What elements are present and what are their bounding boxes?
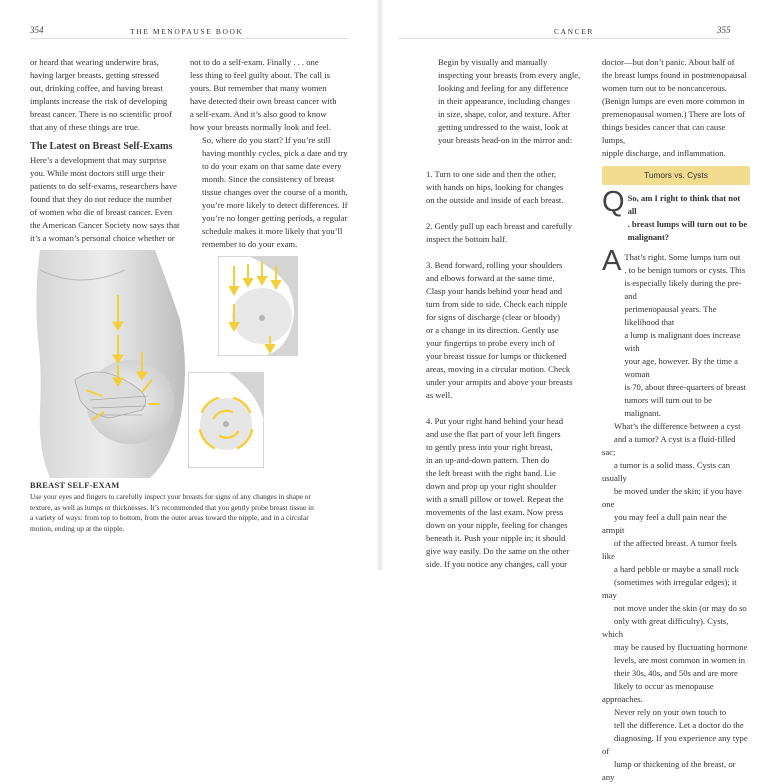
text-line: side. If you notice any changes, call your [426, 559, 568, 569]
text-line: Never rely on your own touch to [614, 707, 727, 717]
step-2 [426, 220, 594, 246]
text-line: things besides cancer that can cause lumps, [602, 122, 726, 145]
question-letter: Q [602, 186, 625, 218]
step-3 [426, 259, 594, 402]
text-line: Begin by visually and manually [438, 57, 548, 67]
text-line: looking and feeling for any difference [438, 83, 569, 93]
step-1 [426, 168, 594, 207]
text-line: you’re more likely to detect differences. If [202, 200, 348, 210]
circular-pattern-illustration [188, 372, 264, 468]
text-line: how your breasts normally look and feel. [190, 122, 332, 132]
question-block [602, 186, 750, 244]
text-line: down on your nipple, feeling for changes [426, 520, 568, 530]
text-line: a self-exam. And it’s also good to know [190, 109, 327, 119]
text-line: month. Since the consistency of breast [202, 174, 335, 184]
text-line: remember to do your exam. [202, 239, 298, 249]
text-line: or heard that wearing underwire bras, [30, 57, 159, 67]
text-line: to do your exam on that same date every [202, 161, 342, 171]
text-line: Clasp your hands behind your head and [426, 286, 563, 296]
text-line: in their appearance, including changes [438, 96, 570, 106]
text-line: your fingertips to probe every inch of [426, 338, 555, 348]
text-line: your age, however. By the time a woman [624, 356, 738, 379]
text-line: perimenopausal years. The likelihood that [624, 304, 717, 327]
text-line: and elbows forward at the same time. [426, 273, 555, 283]
text-line: out, drinking coffee, and having breast [30, 83, 163, 93]
text-line: premenopausal women.) There are lots of [602, 109, 746, 119]
text-line: a tumor is a solid mass. Cysts can usually [602, 460, 731, 483]
text-line: having larger breasts, getting stressed [30, 70, 159, 80]
paragraph [602, 706, 750, 784]
text-line: areas, moving in a circular motion. Check [426, 364, 571, 374]
text-line: you. While most doctors still urge their [30, 168, 165, 178]
text-line: implants increase the risk of developing [30, 96, 168, 106]
text-line: less thing to feel guilty about. The call is [190, 70, 330, 80]
text-line: motion, ending up at the nipple. [30, 523, 125, 533]
text-line: (sometimes with irregular edges); it may [602, 577, 737, 600]
text-line: breast cancer. There is no scientific proof [30, 109, 172, 119]
text-line: your breast tissue for lumps or thickened [426, 351, 567, 361]
text-line: be moved under the skin; if you have one [602, 486, 742, 509]
vertical-pattern-illustration [218, 256, 298, 356]
page-number-left: 354 [30, 25, 44, 35]
text-line: with a small pillow or towel. Repeat the [426, 494, 564, 504]
text-line: tell the difference. Let a doctor do the [614, 720, 744, 730]
text-line: yours. But remember that many women [190, 83, 327, 93]
text-line: to gently press into your right breast, [426, 442, 553, 452]
text-line: down and prop up your right shoulder [426, 481, 557, 491]
text-line: their 30s, 40s, and 50s and are more [614, 668, 738, 678]
text-line: inspect the bottom half. [426, 234, 508, 244]
text-line: or a change in its direction. Gently use [426, 325, 559, 335]
text-line: beneath it. Push your nipple in; it should [426, 533, 566, 543]
text-line: likely to occur as menopause approaches. [602, 681, 714, 704]
text-line: nipple discharge, and inflammation. [602, 148, 726, 158]
text-line: patients to do self-exams, researchers have [30, 181, 177, 191]
figure-title: BREAST SELF-EXAM [30, 481, 120, 490]
caption-text [30, 492, 348, 534]
text-line: not to do a self-exam. Finally . . . one [190, 57, 319, 67]
text-line: with hands on hips, looking for changes [426, 182, 564, 192]
running-head-left: THE MENOPAUSE BOOK [130, 27, 244, 36]
text-line: That’s right. Some lumps turn out [624, 252, 741, 262]
text-line: lump or thickening of the breast, or any [602, 759, 736, 782]
text-line: malignant? [627, 232, 670, 242]
text-line: getting undressed to the waist, look at [438, 122, 569, 132]
text-line: found that they do not reduce the number [30, 194, 172, 204]
text-line: give way easily. Do the same on the other [426, 546, 570, 556]
text-line: Use your eyes and fingers to carefully inspect your breasts for signs of any changes in shape or [30, 492, 311, 502]
text-line: So, am I right to think that not all [627, 193, 741, 216]
text-line: you’re no longer getting periods, a regular [202, 213, 348, 223]
text-line: the left breast with the right hand. Lie [426, 468, 556, 478]
text-line: inspecting your breasts from every angle, [438, 70, 581, 80]
left-page [0, 0, 372, 570]
paragraph [426, 56, 594, 147]
text-line: texture, as well as lumps or thicknesses. It’s recommended that you gently probe breast tissue in [30, 502, 314, 512]
paragraph [190, 134, 350, 251]
text-line: 3. Bend forward, rolling your shoulders [426, 260, 563, 270]
text-line: and a tumor? A cyst is a fluid-filled sac; [602, 434, 736, 457]
left-column-2 [190, 56, 350, 251]
paragraph [30, 154, 185, 245]
text-line: that any of these things are true. [30, 122, 141, 132]
text-line: What’s the difference between a cyst [614, 421, 741, 431]
text-line: . breast lumps will turn out to be [627, 219, 748, 229]
text-line: and use the flat part of your left fingers [426, 429, 561, 439]
text-line: doctor—but don’t panic. About half of [602, 57, 735, 67]
text-line: a hard pebble or maybe a small rock [614, 564, 739, 574]
text-line: having monthly cycles, pick a date and try [202, 148, 348, 158]
text-line: in size, shape, color, and texture. After [438, 109, 571, 119]
text-line: women turn out to be noncancerous. [602, 83, 728, 93]
text-line: tissue changes over the course of a month, [202, 187, 348, 197]
question-text [628, 190, 750, 244]
text-line: turn from side to side. Check each nipple [426, 299, 568, 309]
step-4 [426, 415, 594, 571]
left-column-1 [30, 56, 185, 245]
text-line: of women who die of breast cancer. Even [30, 207, 173, 217]
text-line: 1. Turn to one side and then the other, [426, 169, 556, 179]
figure-caption [30, 481, 348, 534]
text-line: diagnosing. If you experience any type of [602, 733, 748, 756]
page-number-right: 355 [717, 25, 731, 35]
text-line: as well. [426, 390, 453, 400]
text-line: your breasts head-on in the mirror and: [438, 135, 573, 145]
text-line: Here’s a development that may surprise [30, 155, 167, 165]
paragraph [190, 56, 350, 134]
text-line: you may feel a dull pain near the armpit [602, 512, 727, 535]
paragraph [602, 420, 750, 706]
gutter [376, 0, 384, 570]
header-rule [398, 38, 730, 39]
running-head-right: CANCER [554, 27, 595, 36]
text-line: it’s a woman’s personal choice whether or [30, 233, 175, 243]
text-line: 4. Put your right hand behind your head [426, 416, 564, 426]
text-line: (Benign lumps are even more common in [602, 96, 745, 106]
text-line: under your armpits and above your breasts [426, 377, 573, 387]
text-line: a lump is malignant does increase with [624, 330, 741, 353]
text-line: a variety of ways: from top to bottom, from the outer areas toward the nipple, and in a circular [30, 513, 309, 523]
text-line: tumors will turn out to be malignant. [624, 395, 712, 418]
text-line: the breast lumps found in postmenopausal [602, 70, 747, 80]
text-line: not move under the skin (or may do so [614, 603, 747, 613]
answer-text [624, 249, 750, 420]
text-line: schedule makes it more likely that you’ll [202, 226, 343, 236]
right-page [388, 0, 760, 782]
text-line: movements of the last exam. Now press [426, 507, 564, 517]
answer-letter: A [602, 245, 622, 277]
right-column-2 [602, 56, 750, 784]
text-line: of the affected breast. A tumor feels like [602, 538, 737, 561]
text-line: is especially likely during the pre- and [624, 278, 742, 301]
text-line: is 70, about three-quarters of breast [624, 382, 747, 392]
right-column-1 [426, 56, 594, 571]
torso-illustration [30, 250, 190, 478]
text-line: have detected their own breast cancer with [190, 96, 337, 106]
text-line: may be caused by fluctuating hormone [614, 642, 748, 652]
text-line: levels, are most common in women in [614, 655, 746, 665]
text-line: . to be benign tumors or cysts. This [624, 265, 746, 275]
text-line: So, where do you start? If you’re still [202, 135, 331, 145]
sidebar-title: Tumors vs. Cysts [602, 166, 750, 185]
answer-block [602, 245, 750, 420]
section-heading: The Latest on Breast Self-Exams [30, 141, 173, 152]
text-line: for signs of discharge (clear or bloody) [426, 312, 560, 322]
text-line: in an up-and-down pattern. Then do [426, 455, 550, 465]
paragraph [602, 56, 750, 160]
text-line: on the outside and inside of each breast. [426, 195, 564, 205]
paragraph [30, 56, 185, 134]
header-rule [30, 38, 348, 39]
text-line: only with great difficulty). Cysts, which [602, 616, 729, 639]
text-line: the American Cancer Society now says that [30, 220, 180, 230]
text-line: 2. Gently pull up each breast and carefully [426, 221, 573, 231]
